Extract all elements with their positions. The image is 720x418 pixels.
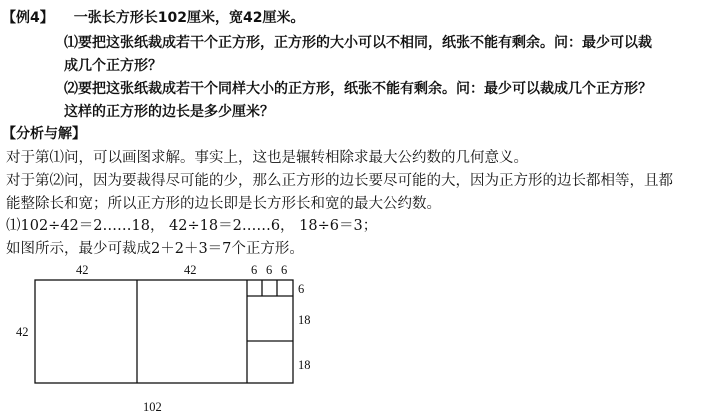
- analysis-line-3: 能整除长和宽；所以正方形的边长即是长方形长和宽的最大公约数。: [6, 196, 441, 212]
- right-label-6: 6: [298, 282, 305, 296]
- right-label-18-first: 18: [298, 313, 311, 327]
- top-label-6-second: 6: [266, 263, 273, 277]
- right-label-18-second: 18: [298, 358, 311, 372]
- example-intro: 一张长方形长102厘米，宽42厘米。: [73, 10, 305, 26]
- question-2-line-2: 这样的正方形的边长是多少厘米？: [64, 104, 274, 120]
- top-label-6-third: 6: [281, 263, 288, 277]
- question-2-line-1: ⑵要把这张纸裁成若干个同样大小的正方形，纸张不能有剩余。问：最少可以裁成几个正方形？: [64, 81, 652, 97]
- analysis-line-1: 对于第⑴问，可以画图求解。事实上，这也是辗转相除求最大公约数的几何意义。: [6, 150, 528, 166]
- analysis-line-5: 如图所示，最少可裁成2＋2＋3＝7个正方形。: [6, 241, 304, 257]
- analysis-line-4: ⑴102÷42＝2……18， 42÷18＝2……6， 18÷6＝3；: [6, 218, 378, 234]
- top-label-6-first: 6: [251, 263, 258, 277]
- example-tag: 【例4】: [2, 10, 54, 26]
- top-label-42-second: 42: [184, 263, 197, 277]
- question-1-line-1: ⑴要把这张纸裁成若干个正方形，正方形的大小可以不相同，纸张不能有剩余。问：最少可以裁: [64, 35, 652, 51]
- bottom-label-102: 102: [143, 400, 162, 414]
- question-1-line-2: 成几个正方形？: [64, 58, 162, 74]
- left-label-42: 42: [16, 325, 29, 339]
- analysis-heading: 【分析与解】: [2, 126, 86, 142]
- analysis-line-2: 对于第⑵问，因为要裁得尽可能的少，那么正方形的边长要尽可能的大，因为正方形的边长都相等，且都: [6, 173, 673, 189]
- top-label-42-first: 42: [76, 263, 89, 277]
